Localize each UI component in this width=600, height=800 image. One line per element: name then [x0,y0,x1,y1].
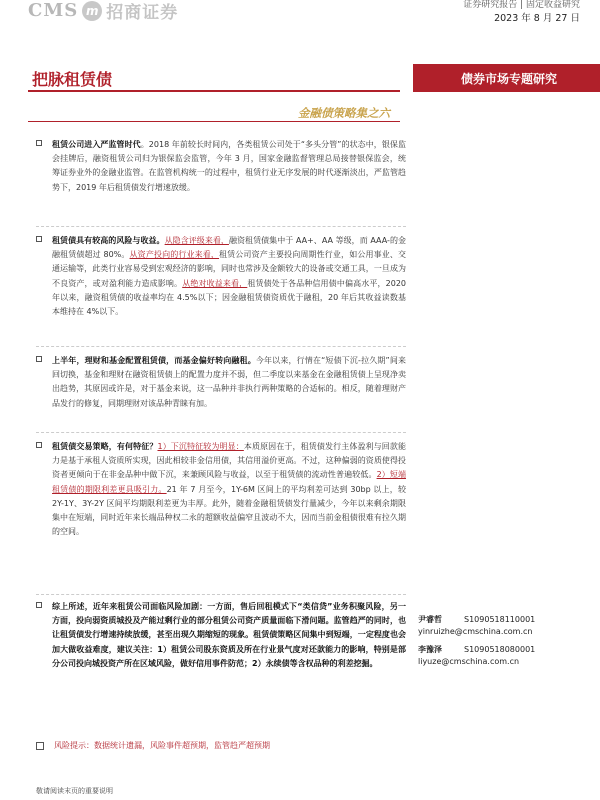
paragraph-body: 。2018 年前较长时间内，各类租赁公司处于“多头分管”的状态中，银保监会挂牌后，融资租赁公司归为银保监会监管，今年 3 月，国家金融监督管理总局接替银保监会，统筹证券业外的金融业监管。在监管机构统一的过程中，租赁行业无序发展的时代逐渐淡出，严监管趋势下，2019 年后租赁债发行增速放缓。 [52,140,406,192]
section-divider [36,432,406,433]
analyst-email[interactable]: yinruizhe@cmschina.com.cn [418,627,533,636]
page-header [0,0,600,28]
category-banner [413,64,600,92]
page-subtitle: 金融债策略集之六 [298,106,390,120]
summary-paragraph-1 [36,138,406,195]
highlight-text: 2）短端租赁债的期限利差更具吸引力。 [52,470,406,494]
bullet-icon [36,356,42,362]
analyst-cert: S1090518080001 [464,645,536,654]
analyst-cert: S1090518110001 [464,615,536,624]
section-divider [36,226,406,227]
paragraph-lead: 综上所述，近年来租赁公司面临风险加剧：一方面，售后回租模式下“类信贷”业务积聚风险，另一方面，投向弱资质城投及产能过剩行业的部分租赁公司资产质量面临下滑问题。监管趋严的同时，也让租赁债发行增速持续放缓，甚至出现久期缩短的现象。 [52,602,406,640]
bullet-icon [36,236,42,242]
highlight-text: 1）下沉特征较为明显： [157,442,244,451]
paragraph-body: 融资租赁债集中于 AA+、AA 等级，而 AAA-的金融租赁债超过 80%。 [52,236,407,260]
paragraph-lead: 租赁债具有较高的风险与收益。 [52,236,165,245]
paragraph-lead: 租赁债交易策略，有何特征？ [52,442,158,451]
bullet-icon [36,742,44,750]
paragraph-body: 21 年 7 月至今，1Y-6M 区间上的平均利差可达到 30bp 以上，较 2Y-1Y、3Y-2Y 区间平均期限利差更为丰厚。此外，随着金融租赁债发行量减少，今年以来剩余期限集中在短端，同时近年来长端品种权二永的超额收益偏窄且波动不大，因而当前金租债很难有拉久期的空间。 [52,484,406,537]
report-date: 2023 年 8 月 27 日 [494,13,580,24]
section-divider [36,346,406,347]
category-label: 债券市场专题研究 [461,72,558,86]
paragraph-lead: 租赁公司进入严监管时代 [52,140,141,149]
analyst-card [418,644,535,668]
logo-cn: 招商证券 [106,3,179,23]
paragraph-emphasis: 租赁债策略区间集中到短端，一定程度也会加大做收益难度，建议关注：1）租赁公司股东资质及所在行业景气度对还款能力的影响，特别是部分公司投向城投资产所在区域风险，做好信用事件防范；2）永续债等含权品种的利差挖掘。 [52,630,407,668]
section-divider [36,594,406,595]
subtitle-divider [28,121,400,122]
paragraph-body: 本质原因在于，租赁债发行主体盈利与回款能力是基于承租人资质所实现，因此相较非金信用债，其信用溢价更高。不过，这种偏弱的资质使得投资者更倾向于在非金品种中做下沉，来兼顾风险与收益，以至于租赁债的流动性普遍较低。 [52,442,407,480]
summary-paragraph-4 [36,440,406,539]
bullet-icon [36,442,42,448]
analyst-name: 李豫泽 [418,645,442,654]
bullet-icon [36,140,42,146]
highlight-text: 从绝对收益来看， [182,278,248,288]
analyst-email[interactable]: liyuze@cmschina.com.cn [418,657,520,666]
paragraph-lead: 上半年，理财和基金配置租赁债，而基金偏好转向融租。 [52,356,256,365]
bullet-icon [36,602,42,608]
title-bar [28,64,400,92]
paragraph-body: 租赁公司资产主要投向周期性行业，如公用事业、交通运输等，此类行业容易受到宏观经济的影响，同时也常涉及金额较大的设备或交通工具，一旦成为不良资产，或对盈利能力造成影响。 [52,250,406,288]
summary-paragraph-3 [36,354,406,411]
summary-paragraph-2 [36,234,406,319]
page-footer: 敬请阅读末页的重要说明 [36,787,113,795]
report-type: 证券研究报告 | 固定收益研究 [463,0,580,10]
page-title: 把脉租赁债 [32,70,113,89]
paragraph-body: 今年以来，行情在“短债下沉-拉久期”间来回切换，基金和理财在融资租赁债上的配置力度并不弱，但二季度以来基金在金融租赁债上呈现净卖出趋势，其原因或许是，对于基金来说，这一品种并非执行两种策略的合适标的。相反，随着理财产品发行的修复，同期理财对该品种青睐有加。 [52,356,406,408]
highlight-text: 从隐含评级来看， [164,236,229,245]
risk-notice [36,740,270,751]
paragraph-body: 租赁债处于各品种信用债中偏高水平，2020 年以来，融资租赁债的收益率均在 4.5%以下；因金融租赁债资质优于融租，20 年后其收益读数基本维持在 4%以下。 [52,278,407,317]
analyst-name: 尹睿哲 [418,615,442,624]
cms-logo [28,0,178,23]
logo-mark-icon: m [82,1,102,21]
logo-en: CMS [28,0,79,21]
risk-text: 风险提示：数据统计遗漏，风险事件超预期，监管趋严超预期 [54,741,270,750]
highlight-text: 从资产投向的行业来看， [129,250,220,260]
analyst-card [418,614,535,638]
summary-paragraph-5 [36,600,406,671]
